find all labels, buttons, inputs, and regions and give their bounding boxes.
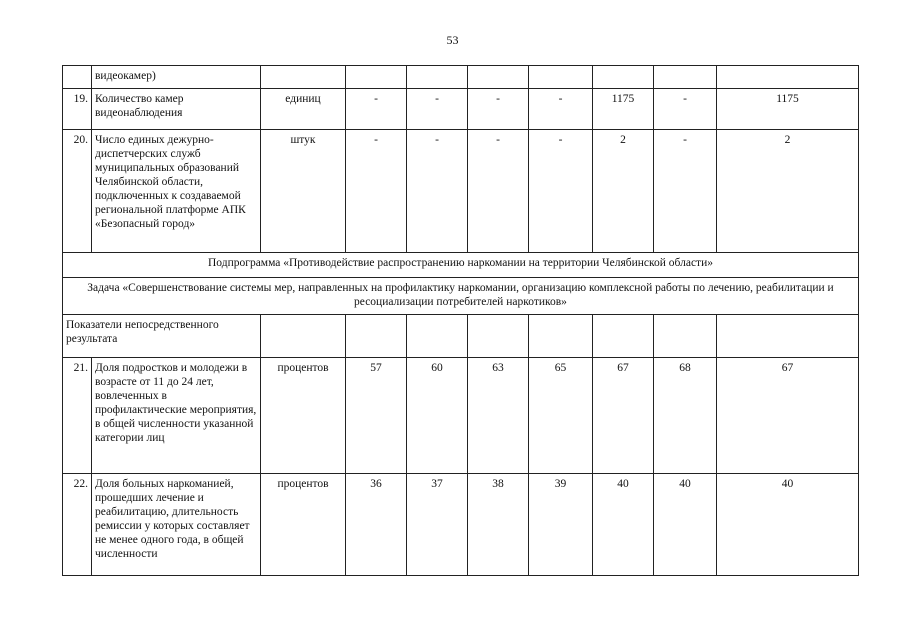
cell-value: - xyxy=(654,130,717,253)
cell-value: 67 xyxy=(593,358,654,474)
cell-value: 38 xyxy=(468,474,529,576)
cell-unit: штук xyxy=(261,130,346,253)
cell-value: 40 xyxy=(593,474,654,576)
cell-value: 40 xyxy=(717,474,859,576)
cell-value: 68 xyxy=(654,358,717,474)
cell-value: 2 xyxy=(593,130,654,253)
cell-unit: единиц xyxy=(261,89,346,130)
cell-num xyxy=(63,66,92,89)
cell-value: 37 xyxy=(407,474,468,576)
cell-value: 57 xyxy=(346,358,407,474)
cell-value: - xyxy=(654,89,717,130)
task-title: Задача «Совершенствование системы мер, направленных на профилактику наркомании, организацию комплексной работы по лечению, реабилитации и ресоциализации потребителей наркотиков» xyxy=(63,278,859,315)
table-row xyxy=(63,66,859,89)
cell-value: 2 xyxy=(717,130,859,253)
cell-value: 65 xyxy=(529,358,593,474)
cell-value: 39 xyxy=(529,474,593,576)
table-row xyxy=(63,89,859,130)
cell-value: - xyxy=(529,89,593,130)
cell-value: 40 xyxy=(654,474,717,576)
cell-value: - xyxy=(346,89,407,130)
cell-value: - xyxy=(468,130,529,253)
table-row xyxy=(63,358,859,474)
cell-value: 67 xyxy=(717,358,859,474)
cell-value: 36 xyxy=(346,474,407,576)
indicators-row xyxy=(63,315,859,358)
cell-value: 60 xyxy=(407,358,468,474)
indicators-label: Показатели непосредственного результата xyxy=(63,315,261,358)
cell-name: видеокамер) xyxy=(92,66,261,89)
cell-num: 22. xyxy=(63,474,92,576)
cell-name: Число единых дежурно-диспетчерских служб муниципальных образований Челябинской области, подключенных к создаваемой региональной платформе АПК «Безопасный город» xyxy=(92,130,261,253)
cell-value: 1175 xyxy=(717,89,859,130)
cell-value: - xyxy=(407,89,468,130)
cell-name: Доля больных наркоманией, прошедших лечение и реабилитацию, длительность ремиссии у которых составляет не менее одного года, в общей численности xyxy=(92,474,261,576)
indicators-table xyxy=(62,65,859,576)
cell-unit: процентов xyxy=(261,474,346,576)
cell-value: - xyxy=(346,130,407,253)
page-number: 53 xyxy=(446,33,459,47)
cell-value: 1175 xyxy=(593,89,654,130)
table-row xyxy=(63,474,859,576)
subprogram-title: Подпрограмма «Противодействие распространению наркомании на территории Челябинской области» xyxy=(63,253,859,278)
subprogram-row xyxy=(63,253,859,278)
cell-num: 19. xyxy=(63,89,92,130)
cell-name: Количество камер видеонаблюдения xyxy=(92,89,261,130)
cell-value: 63 xyxy=(468,358,529,474)
cell-num: 21. xyxy=(63,358,92,474)
table-row xyxy=(63,130,859,253)
cell-value: - xyxy=(529,130,593,253)
cell-value: - xyxy=(468,89,529,130)
cell-value: - xyxy=(407,130,468,253)
cell-num: 20. xyxy=(63,130,92,253)
cell-name: Доля подростков и молодежи в возрасте от 11 до 24 лет, вовлеченных в профилактические мероприятия, в общей численности указанной категории лиц xyxy=(92,358,261,474)
cell-unit: процентов xyxy=(261,358,346,474)
task-row xyxy=(63,278,859,315)
